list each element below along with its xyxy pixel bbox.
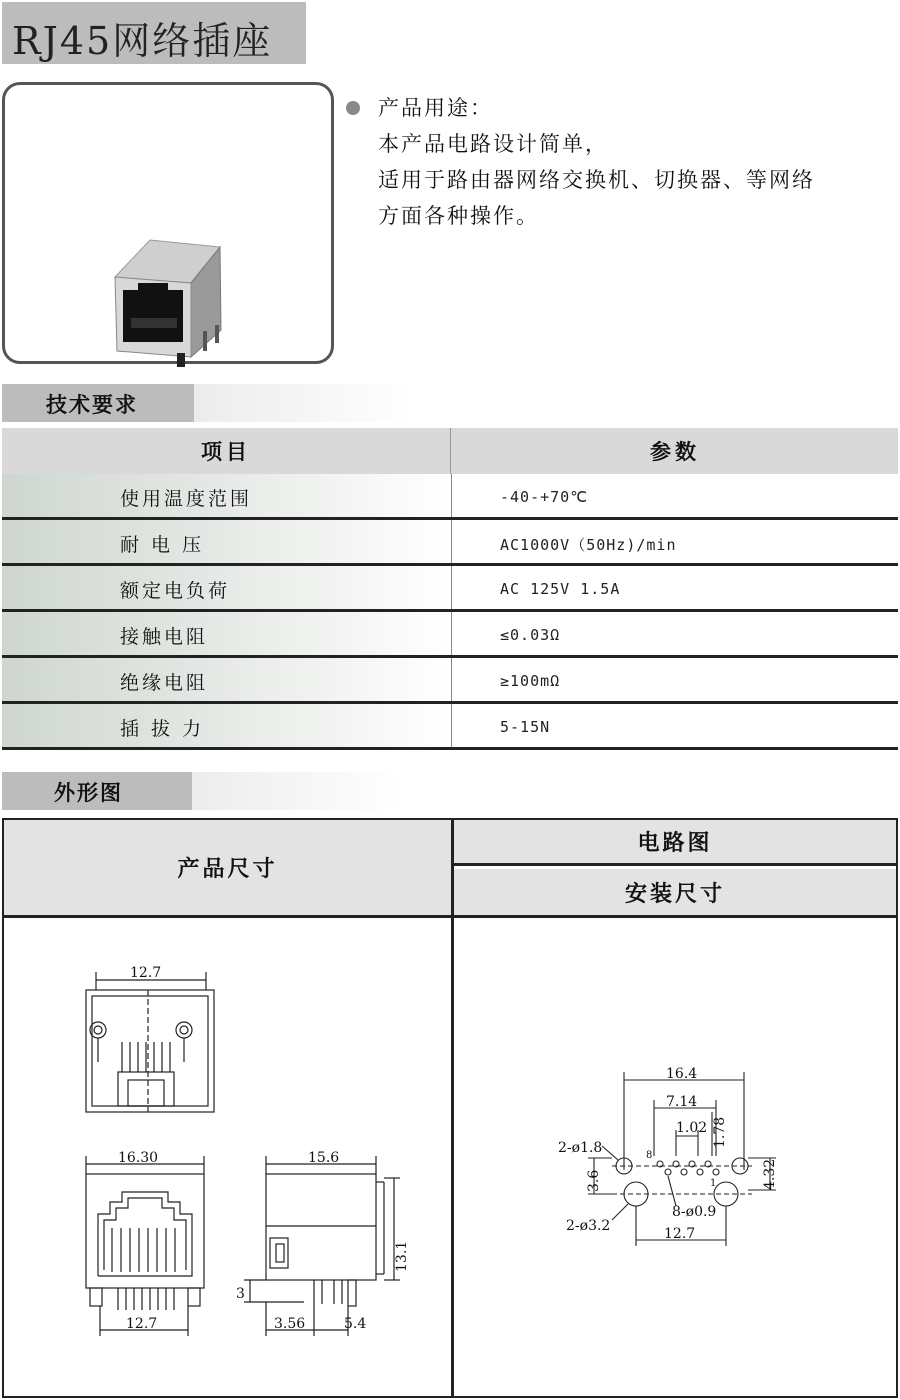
face-dim-top: 16.30: [118, 1150, 159, 1166]
usage-line-2: 适用于路由器网络交换机、切换器、等网络: [378, 168, 815, 192]
frame-divider-vertical: [451, 820, 454, 1396]
fp-dim-big-holes: 2-ø3.2: [566, 1218, 611, 1234]
spec-row: [2, 566, 898, 612]
face-view-drawing: [80, 1152, 220, 1342]
spec-name: 使用温度范围: [120, 488, 253, 510]
face-dim-bottom: 12.7: [126, 1316, 158, 1332]
spec-value: ≥100mΩ: [500, 672, 561, 690]
spec-header-item: 项目: [201, 440, 251, 464]
product-photo-frame: [2, 82, 334, 364]
spec-name: 耐 电 压: [120, 534, 205, 556]
side-dim-b1: 3.56: [274, 1316, 306, 1332]
footprint-drawing: [552, 1060, 792, 1250]
spec-name: 插 拔 力: [120, 718, 205, 740]
spec-name: 绝缘电阻: [120, 672, 209, 694]
spec-name: 额定电负荷: [120, 580, 231, 602]
spec-row: [2, 704, 898, 750]
spec-row: [2, 658, 898, 704]
fp-dim-pin-holes: 8-ø0.9: [672, 1204, 717, 1220]
spec-value: AC 125V 1.5A: [500, 580, 621, 598]
usage-line-3: 方面各种操作。: [378, 204, 539, 228]
rj45-jack-photo: [5, 85, 337, 367]
header-product-size: 产品尺寸: [4, 820, 451, 915]
side-dim-b2: 5.4: [344, 1316, 367, 1332]
side-view-drawing: [234, 1150, 410, 1342]
fp-dim-178: 1.78: [712, 1116, 728, 1148]
fp-dim-36: 3.6: [586, 1169, 602, 1192]
spec-value: AC1000V（50Hz)/min: [500, 536, 677, 554]
fp-dim-164: 16.4: [666, 1066, 698, 1082]
spec-row: [2, 474, 898, 520]
spec-row: [2, 612, 898, 658]
header-circuit: 电路图: [454, 820, 896, 866]
front-dim-width: 12.7: [130, 965, 162, 981]
fp-pin-8: 8: [646, 1150, 653, 1161]
spec-header-divider: [450, 428, 451, 474]
usage-line-1: 本产品电路设计简单，: [378, 132, 608, 156]
spec-value: -40-+70℃: [500, 488, 589, 506]
usage-heading: 产品用途：: [378, 96, 493, 120]
spec-name: 接触电阻: [120, 626, 209, 648]
fp-dim-127: 12.7: [664, 1226, 696, 1242]
header-install-size: 安装尺寸: [454, 869, 896, 915]
section-title-outline: 外形图: [54, 781, 123, 805]
front-view-drawing: [78, 962, 218, 1112]
page-title-box: [2, 2, 306, 64]
side-dim-height: 13.1: [394, 1240, 410, 1272]
spec-value: ≤0.03Ω: [500, 626, 561, 644]
frame-divider-horizontal: [4, 915, 896, 918]
page-title: RJ45网络插座: [12, 19, 273, 63]
spec-table-header: [2, 428, 898, 474]
fp-pin-1: 1: [710, 1178, 717, 1189]
spec-row: [2, 520, 898, 566]
product-usage: [346, 90, 886, 234]
section-tab-outline: [2, 772, 192, 810]
section-title-tech: 技术要求: [46, 393, 138, 417]
spec-header-param: 参数: [650, 440, 700, 464]
side-dim-pin: 3: [236, 1286, 245, 1302]
fp-dim-102: 1.02: [676, 1120, 708, 1136]
side-dim-top: 15.6: [308, 1150, 340, 1166]
section-tab-tech: [2, 384, 194, 422]
spec-value: 5-15N: [500, 718, 551, 736]
section-fade: [192, 772, 402, 810]
fp-dim-432: 4.32: [762, 1158, 778, 1190]
fp-dim-714: 7.14: [666, 1094, 698, 1110]
bullet-icon: [346, 101, 360, 115]
fp-dim-small-holes: 2-ø1.8: [558, 1140, 603, 1156]
section-fade: [194, 384, 414, 422]
